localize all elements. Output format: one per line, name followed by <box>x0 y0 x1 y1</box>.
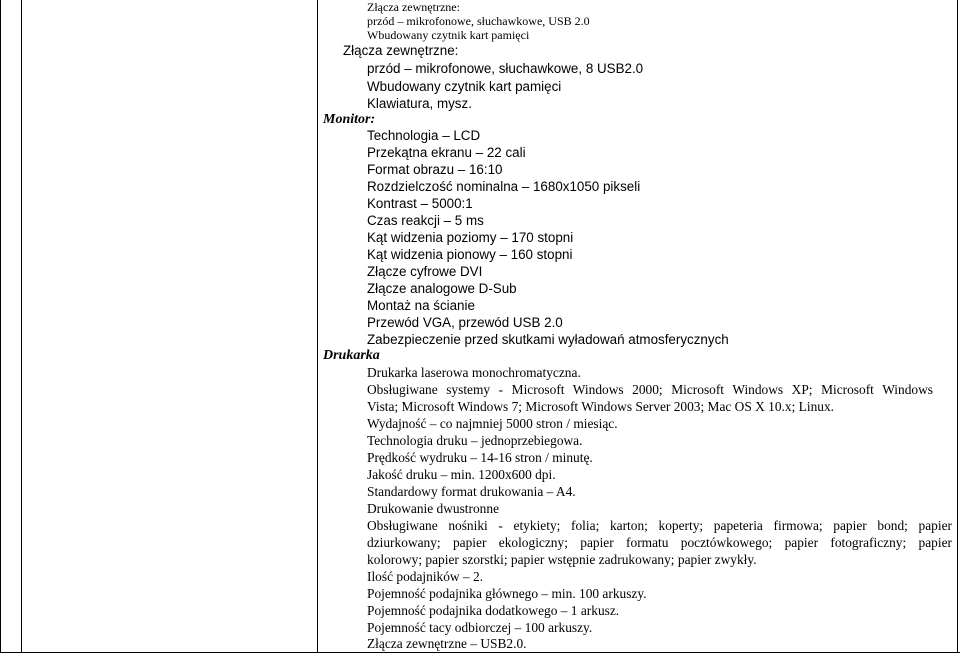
text-line: Wbudowany czytnik kart pamięci <box>367 28 530 42</box>
printer-spec-line: Pojemność podajnika głównego – min. 100 arkuszy. <box>367 586 647 601</box>
printer-spec-line: Technologia druku – jednoprzebiegowa. <box>367 433 583 448</box>
monitor-spec-item: Złącze analogowe D-Sub <box>367 281 517 296</box>
text-line: przód – mikrofonowe, słuchawkowe, 8 USB2.0 <box>367 61 644 76</box>
printer-spec-line: Pojemność podajnika dodatkowego – 1 arkusz. <box>367 603 620 618</box>
printer-spec-line: Jakość druku – min. 1200x600 dpi. <box>367 467 556 482</box>
printer-spec-line: Prędkość wydruku – 14-16 stron / minutę. <box>367 450 593 465</box>
monitor-spec-item: Technologia – LCD <box>367 128 481 143</box>
monitor-spec-item: Zabezpieczenie przed skutkami wyładowań atmosferycznych <box>367 332 729 347</box>
monitor-spec-item: Czas reakcji – 5 ms <box>367 213 484 228</box>
section-heading-printer: Drukarka <box>323 348 380 363</box>
printer-spec-line: kolorowy; papier szorstki; papier wstępnie zadrukowany; papier zwykły. <box>367 552 757 567</box>
monitor-spec-item: Kąt widzenia pionowy – 160 stopni <box>367 247 573 262</box>
printer-spec-line: Vista; Microsoft Windows 7; Microsoft Windows Server 2003; Mac OS X 10.x; Linux. <box>367 399 835 414</box>
printer-spec-line: Obsługiwane nośniki - etykiety; folia; karton; koperty; papeteria firmowa; papier bond; papier <box>367 518 952 533</box>
printer-spec-line: Standardowy format drukowania – A4. <box>367 484 576 499</box>
monitor-spec-item: Kontrast – 5000:1 <box>367 196 473 211</box>
printer-spec-line: Drukarka laserowa monochromatyczna. <box>367 365 581 380</box>
text-line: przód – mikrofonowe, słuchawkowe, USB 2.0 <box>367 14 590 28</box>
monitor-spec-item: Kąt widzenia poziomy – 170 stopni <box>367 230 574 245</box>
printer-spec-line: Pojemność tacy odbiorczej – 100 arkuszy. <box>367 620 593 635</box>
printer-spec-line: Drukowanie dwustronne <box>367 501 500 516</box>
printer-spec-line: Obsługiwane systemy - Microsoft Windows 2000; Microsoft Windows XP; Microsoft Windows <box>367 382 933 397</box>
monitor-spec-item: Przekątna ekranu – 22 cali <box>367 145 526 160</box>
monitor-spec-item: Przewód VGA, przewód USB 2.0 <box>367 315 563 330</box>
printer-spec-line: Ilość podajników – 2. <box>367 569 484 584</box>
printer-spec-line: dziurkowany; papier ekologiczny; papier formatu pocztówkowego; papier fotograficzny; papier <box>367 535 952 550</box>
text-line: Złącza zewnętrzne: <box>343 43 459 58</box>
monitor-spec-item: Format obrazu – 16:10 <box>367 162 503 177</box>
monitor-spec-item: Rozdzielczość nominalna – 1680x1050 pikseli <box>367 179 641 194</box>
text-line: Złącza zewnętrzne: <box>367 0 460 14</box>
monitor-spec-item: Złącze cyfrowe DVI <box>367 264 483 279</box>
monitor-spec-item: Montaż na ścianie <box>367 298 475 313</box>
printer-spec-line: Wydajność – co najmniej 5000 stron / miesiąc. <box>367 416 618 431</box>
text-line: Wbudowany czytnik kart pamięci <box>367 79 562 94</box>
text-line: Klawiatura, mysz. <box>367 96 472 111</box>
printer-spec-line: Złącza zewnętrzne – USB2.0. <box>367 636 527 651</box>
section-heading-monitor: Monitor: <box>323 112 376 127</box>
